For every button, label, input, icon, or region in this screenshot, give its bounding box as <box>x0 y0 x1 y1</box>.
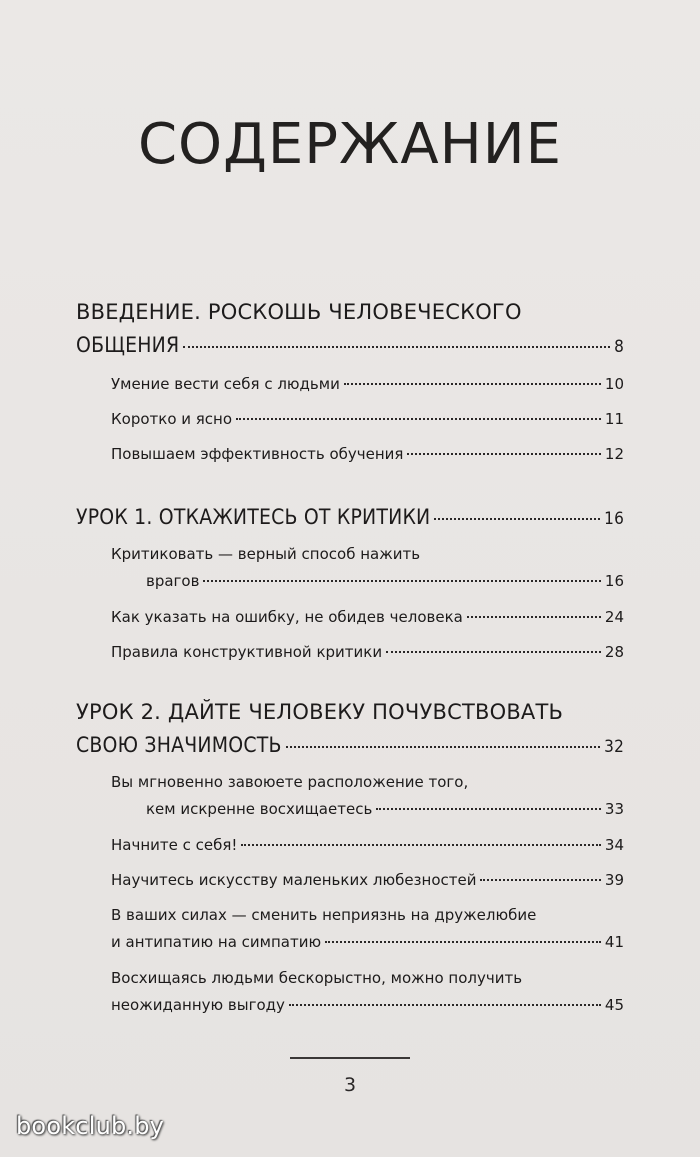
toc-item-label: Умение вести себя с людьми <box>111 375 340 393</box>
toc-item[interactable] <box>111 871 624 889</box>
leader-dots <box>467 616 601 618</box>
toc-item[interactable] <box>111 996 624 1014</box>
toc-item[interactable] <box>111 445 624 463</box>
page-ref: 24 <box>604 608 624 626</box>
leader-dots <box>407 453 600 455</box>
toc-item-line1: В ваших силах — сменить неприязнь на дружелюбие <box>111 906 537 924</box>
page-ref: 16 <box>604 572 624 590</box>
toc-item-label: Правила конструктивной критики <box>111 643 383 661</box>
leader-dots <box>289 1004 601 1006</box>
leader-dots <box>203 580 600 582</box>
toc-item-label: и антипатию на симпатию <box>111 933 322 951</box>
page-ref: 34 <box>604 836 624 854</box>
page-ref: 41 <box>604 933 624 951</box>
toc-item-label: Как указать на ошибку, не обидев человека <box>111 608 463 626</box>
toc-item[interactable] <box>111 375 624 393</box>
toc-item-label: Научитесь искусству маленьких любезностей <box>111 871 477 889</box>
footer-rule <box>290 1057 410 1059</box>
page-ref: 32 <box>604 737 624 757</box>
page-title: СОДЕРЖАНИЕ <box>137 112 563 177</box>
table-of-contents <box>76 0 624 1040</box>
leader-dots <box>236 418 601 420</box>
page-ref: 39 <box>604 871 624 889</box>
page-ref: 28 <box>604 643 624 661</box>
page-ref: 33 <box>604 800 624 818</box>
leader-dots <box>183 346 610 348</box>
toc-item-line1: Критиковать — верный способ нажить <box>111 545 421 563</box>
toc-item[interactable] <box>111 608 624 626</box>
page-ref: 11 <box>604 410 624 428</box>
page-ref: 10 <box>604 375 624 393</box>
chapter-title: ОБЩЕНИЯ <box>76 333 180 357</box>
leader-dots <box>434 518 600 520</box>
toc-item[interactable] <box>111 410 624 428</box>
toc-item-label: Коротко и ясно <box>111 410 233 428</box>
leader-dots <box>286 746 601 748</box>
page-number: 3 <box>343 1074 357 1096</box>
chapter-intro-line1: ВВЕДЕНИЕ. РОСКОШЬ ЧЕЛОВЕЧЕСКОГО <box>76 300 522 324</box>
page-ref: 12 <box>604 445 624 463</box>
chapter-title: СВОЮ ЗНАЧИМОСТЬ <box>76 733 282 757</box>
page-ref: 16 <box>604 509 624 529</box>
toc-item[interactable] <box>111 933 624 951</box>
toc-item-label: Повышаем эффективность обучения <box>111 445 404 463</box>
leader-dots <box>386 651 601 653</box>
chapter-title: УРОК 1. ОТКАЖИТЕСЬ ОТ КРИТИКИ <box>76 505 431 529</box>
toc-item-label: Начните с себя! <box>111 836 238 854</box>
page-ref: 45 <box>604 996 624 1014</box>
toc-item[interactable] <box>146 800 624 818</box>
toc-item-label: кем искренне восхищаетесь <box>146 800 373 818</box>
toc-item[interactable] <box>111 836 624 854</box>
toc-item-line1: Восхищаясь людьми бескорыстно, можно получить <box>111 969 523 987</box>
leader-dots <box>325 941 601 943</box>
leader-dots <box>376 808 601 810</box>
chapter-lesson1-entry[interactable] <box>76 505 624 529</box>
page-ref: 8 <box>614 337 624 357</box>
toc-item-label: врагов <box>146 572 200 590</box>
chapter-lesson2-line1: УРОК 2. ДАЙТЕ ЧЕЛОВЕКУ ПОЧУВСТВОВАТЬ <box>76 700 564 724</box>
chapter-intro-entry[interactable] <box>76 333 624 357</box>
leader-dots <box>344 383 601 385</box>
toc-item-line1: Вы мгновенно завоюете расположение того, <box>111 773 469 791</box>
toc-item[interactable] <box>111 643 624 661</box>
chapter-lesson2-entry[interactable] <box>76 733 624 757</box>
site-watermark: bookclub.by <box>16 1112 165 1140</box>
toc-item[interactable] <box>146 572 624 590</box>
leader-dots <box>241 844 601 846</box>
leader-dots <box>480 879 600 881</box>
toc-item-label: неожиданную выгоду <box>111 996 285 1014</box>
